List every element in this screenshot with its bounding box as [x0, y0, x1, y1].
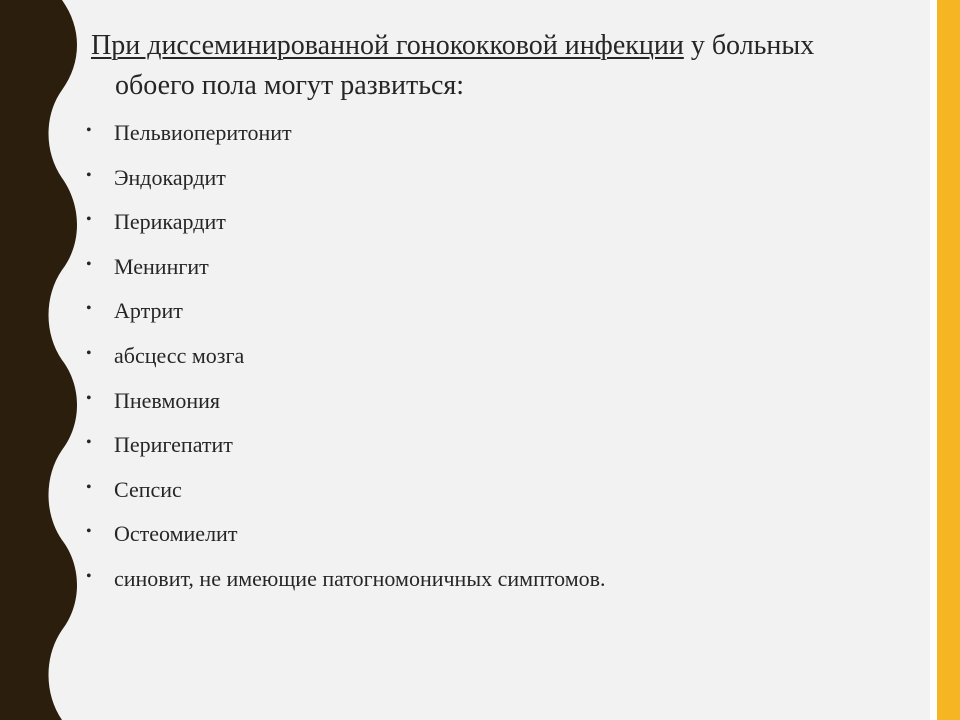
list-item-text: Перикардит: [114, 209, 226, 235]
list-item-text: Пельвиоперитонит: [114, 120, 292, 145]
list-item: [84, 156, 606, 201]
right-accent-stripe: [937, 0, 960, 720]
right-white-stripe: [930, 0, 937, 720]
bullet-icon: •: [86, 434, 92, 452]
heading-line-2: обоего пола могут развиться:: [115, 70, 465, 101]
bullet-icon: •: [86, 300, 92, 318]
list-item: [84, 111, 606, 156]
bullet-icon: •: [86, 344, 92, 362]
list-item: [84, 245, 606, 290]
heading-rest-text: у больных: [683, 30, 815, 61]
bullet-icon: •: [86, 523, 92, 541]
list-item: [84, 423, 606, 468]
list-item-text: Эндокардит: [114, 164, 226, 190]
list-item: [84, 468, 606, 513]
wavy-border-shape: [0, 0, 77, 720]
list-item: [84, 379, 606, 424]
list-item: [84, 289, 606, 334]
list-item: [84, 334, 606, 379]
list-item: [84, 512, 606, 557]
bullet-icon: •: [86, 122, 92, 139]
complications-list: [84, 111, 606, 602]
slide-heading: [91, 26, 921, 106]
bullet-icon: •: [86, 255, 92, 273]
list-item-text: Артрит: [114, 298, 183, 324]
bullet-icon: •: [86, 166, 92, 184]
bullet-icon: •: [86, 389, 92, 407]
list-item: [84, 557, 606, 602]
list-item: [84, 200, 606, 245]
list-item-text: Пневмония: [114, 387, 221, 413]
bullet-icon: •: [86, 567, 92, 585]
bullet-icon: •: [86, 478, 92, 496]
bullet-icon: •: [86, 211, 92, 229]
list-item-text: Остеомиелит: [114, 521, 238, 547]
list-item-text: абсцесс мозга: [114, 342, 245, 368]
list-item-text: Перигепатит: [114, 432, 233, 458]
list-item-text: синовит, не имеющие патогномоничных симптомов.: [114, 565, 606, 591]
list-item-text: Сепсис: [114, 476, 182, 502]
wavy-left-border: [0, 0, 90, 720]
heading-underlined-text: При диссеминированной гонококковой инфекции: [91, 30, 684, 61]
list-item-text: Менингит: [114, 253, 209, 279]
